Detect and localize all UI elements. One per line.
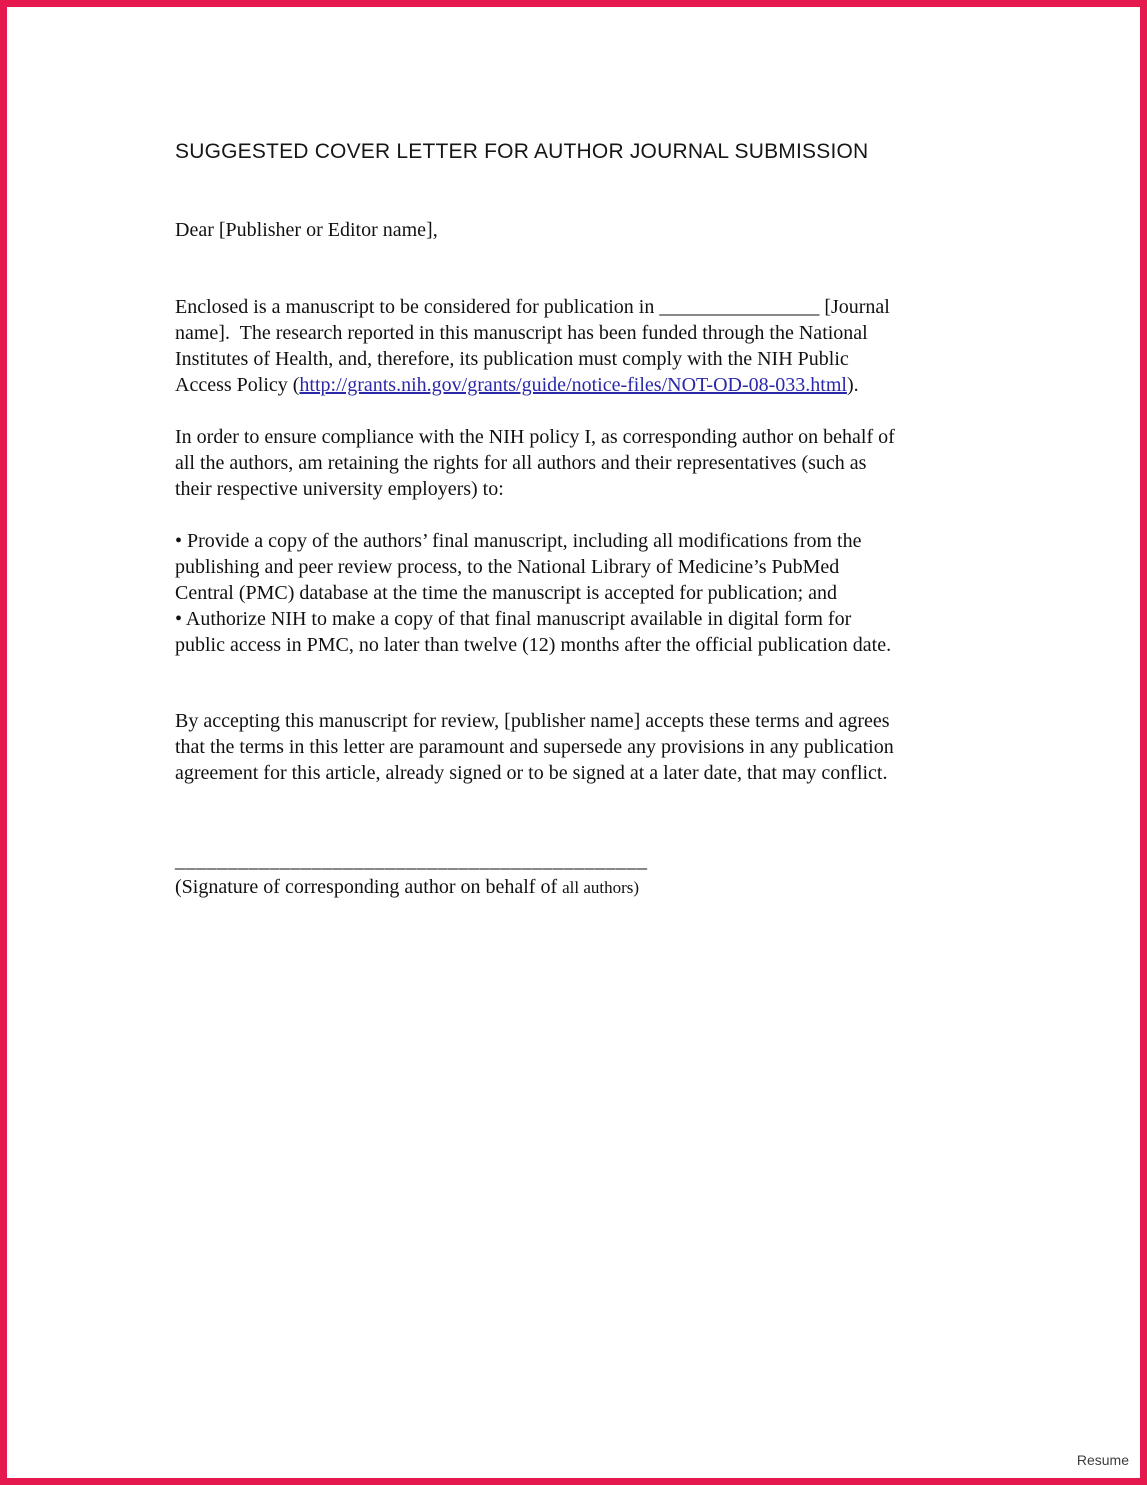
bullet-line: public access in PMC, no later than twelve (12) months after the official publication date.: [175, 634, 892, 656]
text-line: Enclosed is a manuscript to be considered for publication in ________________ [Journal: [175, 296, 890, 318]
paragraph-enclosed: [175, 294, 1015, 398]
text-line: In order to ensure compliance with the NIH policy I, as corresponding author on behalf of: [175, 426, 895, 448]
text-line: their respective university employers) to:: [175, 478, 504, 500]
resume-watermark: Resume: [1076, 1452, 1129, 1468]
letter-title: SUGGESTED COVER LETTER FOR AUTHOR JOURNAL SUBMISSION: [175, 140, 869, 163]
signature-caption-main: (Signature of corresponding author on behalf of: [175, 876, 563, 898]
text-line: Institutes of Health, and, therefore, its publication must comply with the NIH Public: [175, 348, 849, 370]
text-line: By accepting this manuscript for review, [publisher name] accepts these terms and agrees: [175, 710, 890, 732]
bullet-line: Central (PMC) database at the time the manuscript is accepted for publication; and: [175, 582, 838, 604]
bullet-list: [175, 528, 1015, 658]
signature-line: _____________________________________________: [175, 850, 648, 872]
salutation: Dear [Publisher or Editor name],: [175, 219, 438, 241]
bullet-line: • Provide a copy of the authors’ final manuscript, including all modifications from the: [175, 530, 862, 552]
signature-caption: [175, 874, 1015, 901]
signature-block: [175, 848, 1015, 901]
signature-caption-small: all authors): [562, 878, 640, 897]
text-line: that the terms in this letter are paramount and supersede any provisions in any publication: [175, 736, 894, 758]
text-line: all the authors, am retaining the rights for all authors and their representatives (such as: [175, 452, 867, 474]
link-suffix-text: ).: [846, 374, 859, 396]
bullet-line: publishing and peer review process, to the National Library of Medicine’s PubMed: [175, 556, 840, 578]
bullet-line: • Authorize NIH to make a copy of that final manuscript available in digital form for: [175, 608, 852, 630]
text-line: agreement for this article, already signed or to be signed at a later date, that may conflict.: [175, 762, 888, 784]
paragraph-compliance: [175, 424, 1015, 502]
letter-content: [175, 139, 1015, 901]
nih-policy-link[interactable]: http://grants.nih.gov/grants/guide/notice-files/NOT-OD-08-033.html: [299, 374, 847, 396]
text-line: name]. The research reported in this manuscript has been funded through the National: [175, 322, 868, 344]
paragraph-acceptance: [175, 708, 1015, 786]
link-prefix-text: Access Policy (: [175, 374, 300, 396]
text-line-with-link: [175, 372, 1015, 398]
